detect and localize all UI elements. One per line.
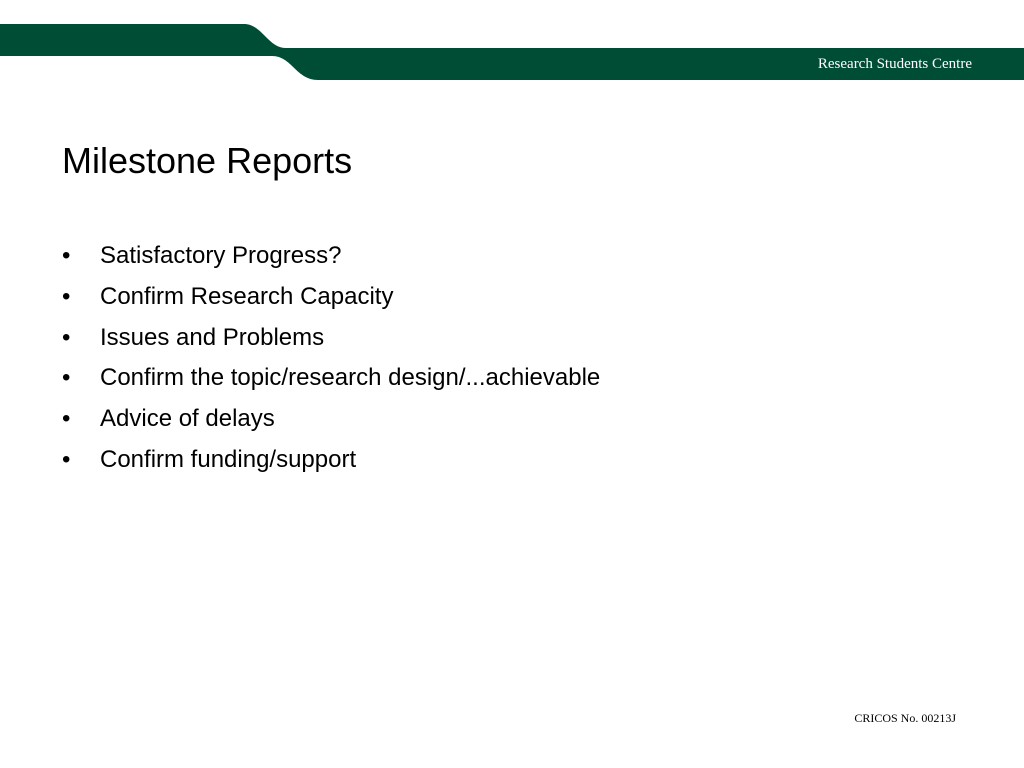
bullet-text: Confirm the topic/research design/...achievable	[100, 364, 601, 392]
bullet-icon: •	[62, 445, 71, 473]
bullet-icon: •	[62, 364, 71, 392]
bullet-text: Issues and Problems	[100, 323, 325, 351]
bullet-icon: •	[62, 405, 71, 433]
bullet-text: Satisfactory Progress?	[100, 242, 342, 269]
bullet-text: Advice of delays	[100, 405, 275, 433]
header-band	[0, 0, 1024, 90]
bullet-icon: •	[62, 242, 71, 269]
page-title: Milestone Reports	[62, 140, 353, 181]
bullet-icon: •	[62, 282, 71, 310]
bullet-text: Confirm Research Capacity	[100, 282, 394, 310]
header-title: Research Students Centre	[817, 56, 972, 72]
bullet-icon: •	[62, 323, 71, 351]
cricos-number: CRICOS No. 00213J	[854, 711, 956, 725]
bullet-text: Confirm funding/support	[100, 445, 357, 473]
